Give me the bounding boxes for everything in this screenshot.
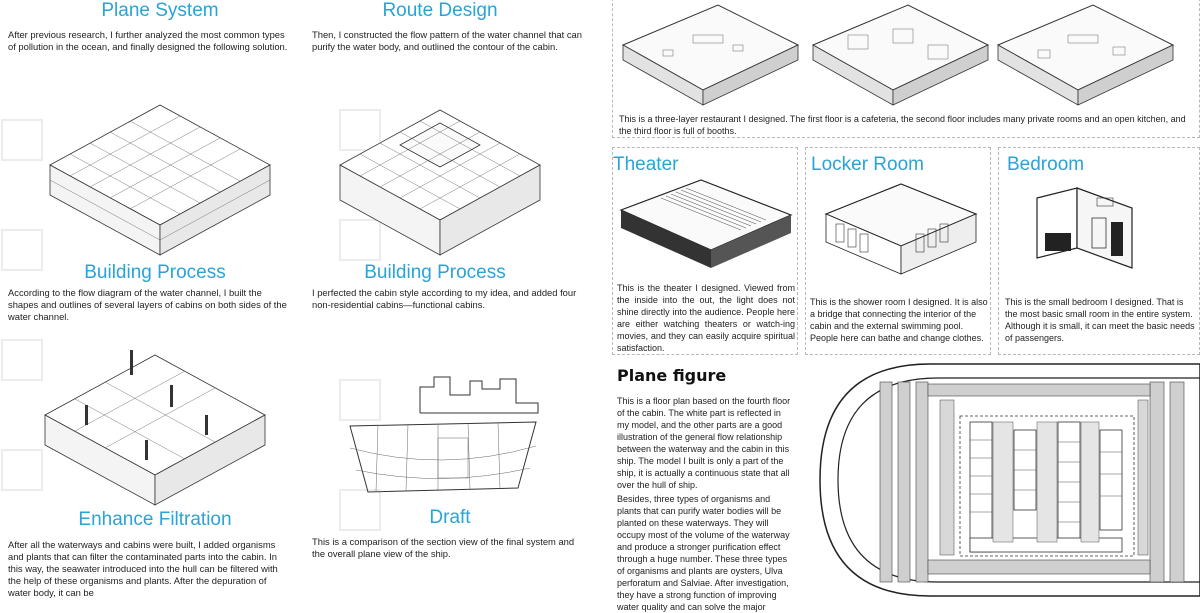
route-design-text: Then, I constructed the flow pattern of the water channel that can purify the water body, and outlined the contour of the cabin. [312, 29, 582, 52]
restaurant-text: This is a three-layer restaurant I designed. The first floor is a cafeteria, the second floor includes many private rooms and an open kitchen, and the third floor is full of booths. [619, 114, 1186, 136]
bedroom-text: This is the small bedroom I designed. That is the most basic small room in the entire system. Although it is small, it can meet the basic needs of passengers. [1005, 297, 1195, 343]
plane-figure-text-1: This is a floor plan based on the fourth floor of the cabin. The white part is reflected in my model, and the other parts are a good illustration of the general flow relationship between the waterway and the cabin in this ship. The model I built is only a part of the ship, it is actually a continuous state that all over the hull of ship. [617, 396, 791, 490]
locker-room-diagram [826, 184, 976, 284]
bedroom-card [998, 147, 1200, 355]
theater-card [612, 147, 798, 355]
restaurant-floor-3-diagram [998, 5, 1173, 105]
building-process-title-2: Building Process [364, 262, 506, 283]
locker-room-card [805, 147, 991, 355]
locker-room-text: This is the shower room I designed. It is also a bridge that connecting the interior of the cabin and the external swimming pool. People here can bathe and change clothes. [810, 297, 988, 343]
bedroom-diagram [1037, 188, 1157, 268]
locker-room-title: Locker Room [811, 154, 924, 175]
draft-section-sketch [420, 375, 540, 415]
plane-figure-title: Plane figure [617, 366, 727, 385]
draft-title: Draft [429, 507, 471, 528]
plane-system-title: Plane System [101, 0, 219, 21]
enhance-filtration-title: Enhance Filtration [78, 509, 232, 530]
bedroom-title: Bedroom [1007, 154, 1085, 175]
theater-title: Theater [613, 154, 679, 175]
cabin-massing-diagram-1 [50, 95, 270, 255]
filtration-diagram [45, 345, 265, 505]
theater-diagram [621, 180, 791, 270]
plane-system-text: After previous research, I further analyzed the most common types of pollution in the ocean, and finally designed the following solution. [8, 29, 288, 52]
restaurant-floor-1-diagram [623, 5, 798, 105]
cabin-massing-diagram-2 [340, 105, 540, 265]
draft-text: This is a comparison of the section view of the final system and the overall plane view of the ship. [312, 536, 575, 559]
enhance-filtration-text: After all the waterways and cabins were built, I added organisms and plants that can filter the contaminated parts into the cabin. In this way, the seawater introduced into the hull can be filtered with the help of these organisms and plants. After the depuration of water body, it can be [8, 539, 278, 598]
restaurant-card [612, 0, 1200, 138]
ship-floor-plan [820, 360, 1200, 600]
route-design-title: Route Design [382, 0, 498, 21]
building-process-text-1: According to the flow diagram of the water channel, I built the shapes and outlines of several layers of cabins on both sides of the water channel. [8, 287, 287, 322]
theater-text: This is the theater I designed. Viewed from the inside into the out, the light does not shine directly into the audience. People here are either watching theaters or watch-ing movies, and they can easily acquire spiritual satisfaction. [617, 283, 795, 353]
plane-figure-text-2: Besides, three types of organisms and plants that can purify water bodies will be planted on these waterways. They will occupy most of the volume of the waterway and produce a stronger purification effect through a huge number. These three types of organisms and plants are oysters, Ulva perforatum and Salviae. After investigation, they have a strong function of improving water quality and can solve the major [617, 494, 790, 612]
restaurant-floor-2-diagram [813, 5, 988, 105]
draft-plan-sketch [348, 418, 538, 498]
building-process-text-2: I perfected the cabin style according to my idea, and added four non-residential cabins—functional cabins. [312, 287, 577, 310]
building-process-title-1: Building Process [84, 262, 226, 283]
